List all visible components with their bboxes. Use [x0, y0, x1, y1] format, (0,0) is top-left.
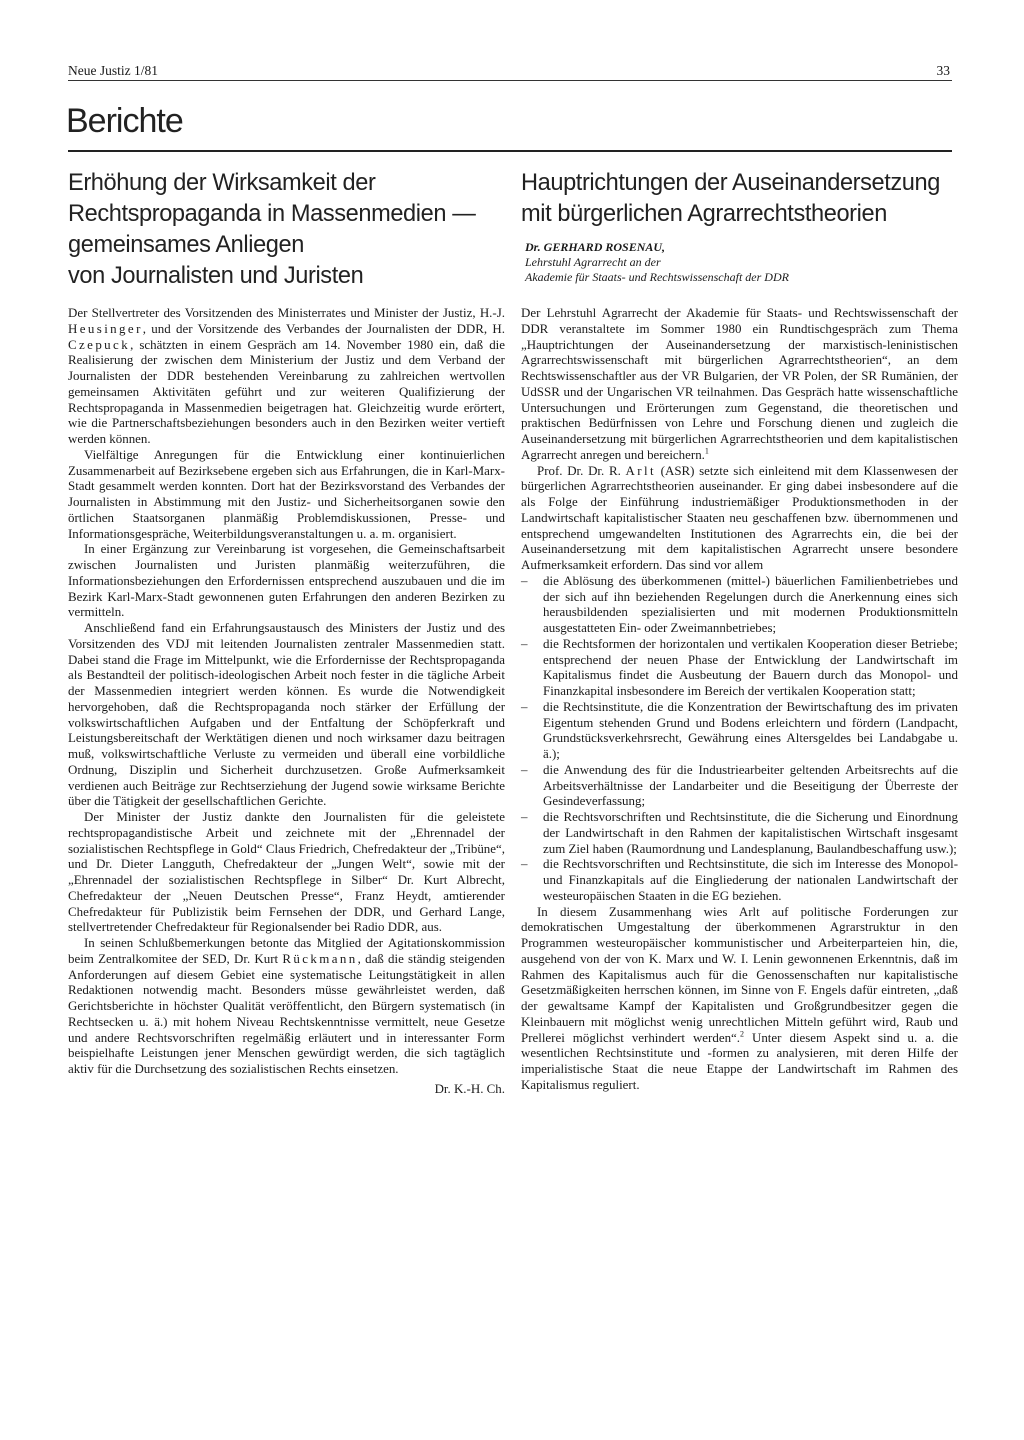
- section-rule: [68, 150, 952, 152]
- list-marker: –: [521, 761, 528, 777]
- footnote-marker: 2: [740, 1029, 745, 1039]
- paragraph: Anschließend fand ein Erfahrungsaustausch des Ministers der Justiz und des Vorsitzenden des VDJ mit leitenden Journalisten zentraler Massenmedien statt. Dabei stand die Frage im Mittelpunkt, wie die Erfordernisse der Rechtspropaganda als Bestandteil der politisch-ideologischen Arbeit noch fester in die tägliche Arbeit der Massenmedien integriert werden können. Es wurde die Notwendigkeit hervorgehoben, daß die Rechtspropaganda noch stärker der Erfüllung der volkswirtschaftlichen Aufgaben und der Entfaltung der Schöpferkraft und Leistungsbereitschaft der Werktätigen dienen und noch wirksamer dazu beitragen muß, volkswirtschaftliche Verluste zu vermeiden und überall eine vorbildliche Ordnung, Disziplin und Sicherheit durchzusetzen. Große Aufmerksamkeit verdienen auch Beiträge zur Rechtserziehung der Jugend sowie wirksame Berichte über die Tätigkeit der gesellschaftlichen Gerichte.: [68, 620, 505, 809]
- left-article-body: [68, 305, 505, 1097]
- left-article-title: [68, 168, 475, 292]
- list-marker: –: [521, 856, 528, 872]
- list-item: – die Rechtsinstitute, die die Konzentration der Bewirtschaftung des im privaten Eigentum stehenden Grund und Bodens erleichtern und fördern (Landpacht, Grundstücksverkehrsrecht, Gewährung eines Altersgeldes bei Landabgabe u. ä.);: [521, 698, 958, 761]
- paragraph: Der Lehrstuhl Agrarrecht der Akademie für Staats- und Rechtswissenschaft der DDR veranstaltete im Sommer 1980 ein Rundtischgespräch zum Thema „Hauptrichtungen der Auseinandersetzung der marxistisch-leninistischen Agrarrechtswissenschaft mit bürgerlichen Agrarrechtstheorien“, an dem Rechtswissenschaftler aus der VR Bulgarien, der VR Polen, der SR Rumänien, der UdSSR und der Ungarischen VR teilnahmen. Das Gespräch hatte wissenschaftliche Untersuchungen und Erörterungen zum Gegenstand, die theoretischen und praktischen Bedürfnissen von Lehre und Forschung dienen und zugleich die Auseinandersetzung mit bürgerlichen Agrarrechtstheorien und dem kapitalistischen Agrarrecht anregen und bereichern.$^1$: [521, 305, 958, 462]
- paragraph: In seinen Schlußbemerkungen betonte das Mitglied der Agitationskommission beim Zentralkomitee der SED, Dr. Kurt Rückmann, daß die ständig steigenden Anforderungen auf diesem Gebiet eine systematische Leitungstätigkeit in allen Redaktionen notwendig macht. Besonders müsse gewährleistet werden, daß Gerichtsberichte in höchster Qualität veröffentlicht, den Bürgern systematisch (in Rechtsecken u. ä.) mit hohem Niveau Rechtskenntnisse vermittelt, neue Gesetze und andere Rechtsvorschriften regelmäßig erläutert und in interessanter Form beispielhafte Leistungen jener Menschen gewürdigt werden, die sich tagtäglich aktiv für die Durchsetzung des sozialistischen Rechts einsetzen.: [68, 935, 505, 1076]
- person-name: Heusinger: [68, 320, 143, 336]
- list-item: – die Rechtsvorschriften und Rechtsinstitute, die die Sicherung und Einordnung der Landwirtschaft in den Rahmen der kapitalistischen Wirtschaft insgesamt zum Ziel haben (Raumordnung und Landesplanung, Baulandbeschaffung usw.);: [521, 809, 958, 856]
- paragraph: Der Stellvertreter des Vorsitzenden des Ministerrates und Minister der Justiz, H.-J. Heusinger, und der Vorsitzende des Verbandes der Journalisten der DDR, H. Czepuck, schätzten in einem Gespräch am 14. November 1980 ein, daß die Realisierung der zwischen dem Ministerium der Justiz und dem Verband der Journalisten der DDR bestehenden Vereinbarung zu zahlreichen wertvollen gemeinsamen Aktivitäten geführt und zur weiteren Qualifizierung der Rechtspropaganda in Massenmedien beigetragen hat. Gleichzeitig wurde erörtert, wie die Partnerschaftsbeziehungen besonders auch in den Bezirken weiter vertieft werden können.: [68, 305, 505, 446]
- title-line: mit bürgerlichen Agrarrechtstheorien: [521, 201, 887, 227]
- author-byline: [525, 240, 955, 285]
- institution-list: [521, 573, 958, 904]
- person-name: Arlt: [625, 462, 656, 478]
- title-line: Rechtspropaganda in Massenmedien —: [68, 201, 476, 227]
- list-item: – die Ablösung des überkommenen (mittel-) bäuerlichen Familienbetriebes und der sich auf ihn beziehenden Regelungen durch die Anerkennung eines sich herausbildenden spezialisierten und mit modernen Produktionsmitteln ausgestatteten Ein- oder Zweimannbetriebes;: [521, 572, 958, 635]
- person-name: Rückmann: [282, 950, 358, 966]
- title-line: Hauptrichtungen der Auseinandersetzung: [521, 170, 940, 196]
- paragraph: Prof. Dr. Dr. R. Arlt (ASR) setzte sich einleitend mit dem Klassenwesen der bürgerlichen Agrarrechtstheorien auseinander. Er ging dabei insbesondere auf die als Folge der Einführung industriemäßiger Produktionsmethoden in der Landwirtschaft kapitalistischer Staaten neu geschaffenen bzw. übernommenen und entsprechend umgewandelten Institutionen des Agrarrechts ein, die bei der Auseinandersetzung mit dem kapitalistischen Agrarrecht unsere besondere Aufmerksamkeit erfordern. Das sind vor allem: [521, 462, 958, 572]
- list-marker: –: [521, 698, 528, 714]
- page-number: 33: [936, 63, 950, 78]
- paragraph: Vielfältige Anregungen für die Entwicklung einer kontinuierlichen Zusammenarbeit auf Bezirksebene ergeben sich aus Erfahrungen, die in Karl-Marx-Stadt gesammelt werden konnten. Dort hat der Bezirksvorstand des Verbandes der Journalisten in Abstimmung mit den Justiz- und Sicherheitsorganen sowie den örtlichen Staatsorganen planmäßig Problemdiskussionen, Presse- und Informationsgespräche, Weiterbildungsveranstaltungen u. a. m. organisiert.: [68, 446, 505, 541]
- footnote-marker: 1: [704, 446, 709, 456]
- author-signature: Dr. K.-H. Ch.: [434, 1080, 505, 1096]
- header-rule: [68, 80, 952, 81]
- right-article-body: [521, 305, 958, 1093]
- title-line: Erhöhung der Wirksamkeit der: [68, 170, 376, 196]
- paragraph: Der Minister der Justiz dankte den Journalisten für die geleistete rechtspropagandistische Arbeit und zeichnete mit der „Ehrennadel der sozialistischen Rechtspflege in Gold“ Claus Friedrich, Chefredakteur der „Tribüne“, und Dr. Dieter Langguth, Chefredakteur der „Jungen Welt“, sowie mit der „Ehrennadel der sozialistischen Rechtspflege in Silber“ Dr. Kurt Albrecht, Chefredakteur der „Neuen Deutschen Presse“, Franz Heydt, amtierender Chefredakteur für Publizistik beim Fernsehen der DDR, und Gerhard Lange, stellvertretender Chefredakteur für Regionalsender bei Radio DDR, aus.: [68, 809, 505, 935]
- author-name: Dr. GERHARD ROSENAU,: [525, 240, 666, 254]
- list-marker: –: [521, 572, 528, 588]
- list-marker: –: [521, 635, 528, 651]
- section-title: Berichte: [66, 102, 183, 140]
- paragraph: In einer Ergänzung zur Vereinbarung ist vorgesehen, die Gemeinschaftsarbeit zwischen Journalisten und Juristen planmäßig weiterzuführen, die Informationsbeziehungen den Erfordernissen entsprechend auszubauen und die im Bezirk Karl-Marx-Stadt gewonnenen guten Erfahrungen den anderen Bezirken zu vermitteln.: [68, 541, 505, 620]
- list-item: – die Rechtsformen der horizontalen und vertikalen Kooperation dieser Betriebe; entsprechend der neuen Phase der Entwicklung der Landwirtschaft im Kapitalismus findet die Ausbeutung der Bauern durch das Monopol- und Finanzkapital insbesondere im Bereich der vertikalen Kooperation statt;: [521, 635, 958, 698]
- right-article-title: [521, 168, 940, 230]
- title-line: gemeinsames Anliegen: [68, 232, 304, 258]
- list-marker: –: [521, 809, 528, 824]
- author-affiliation: Akademie für Staats- und Rechtswissenschaft der DDR: [525, 270, 789, 284]
- title-line: von Journalisten und Juristen: [68, 263, 364, 289]
- paragraph: In diesem Zusammenhang wies Arlt auf politische Forderungen zur demokratischen Umgestaltung der überkommenen Agrarstruktur in den Programmen westeuropäischer kommunistischer und Arbeiterparteien hin, die, ausgehend von der von K. Marx und W. I. Lenin gewonnenen Erkenntnis, daß im Rahmen des Kapitalismus auch für die Genossenschaften nur kapitalistische Gesetzmäßigkeiten herrschen können, im Sinne von F. Engels dafür eintreten, „daß der gewaltsame Kampf der Kapitalisten und Großgrundbesitzer gegen die Kleinbauern mit möglichst wenig unrechtlichen Mitteln geführt wird, Raub und Prellerei möglichst verhindert werden“.$^2$ Unter diesem Aspekt sind u. a. die wesentlichen Rechtsinstitute und -formen zu analysieren, mit deren Hilfe der imperialistische Staat die neue Etappe der Landwirtschaft im Rahmen des Kapitalismus reguliert.: [521, 903, 958, 1092]
- journal-title: Neue Justiz 1/81: [68, 63, 158, 78]
- list-item: – die Anwendung des für die Industriearbeiter geltenden Arbeitsrechts auf die Arbeitsverhältnisse der Landarbeiter und die Beseitigung der Überreste der Gesindeverfassung;: [521, 761, 958, 809]
- author-affiliation: Lehrstuhl Agrarrecht an der: [525, 255, 661, 269]
- person-name: Czepuck: [68, 336, 131, 352]
- list-item: – die Rechtsvorschriften und Rechtsinstitute, die sich im Interesse des Monopol- und Finanzkapitals auf die Eingliederung der nationalen Landwirtschaft der westeuropäischen Staaten in die EG beziehen.: [521, 856, 958, 903]
